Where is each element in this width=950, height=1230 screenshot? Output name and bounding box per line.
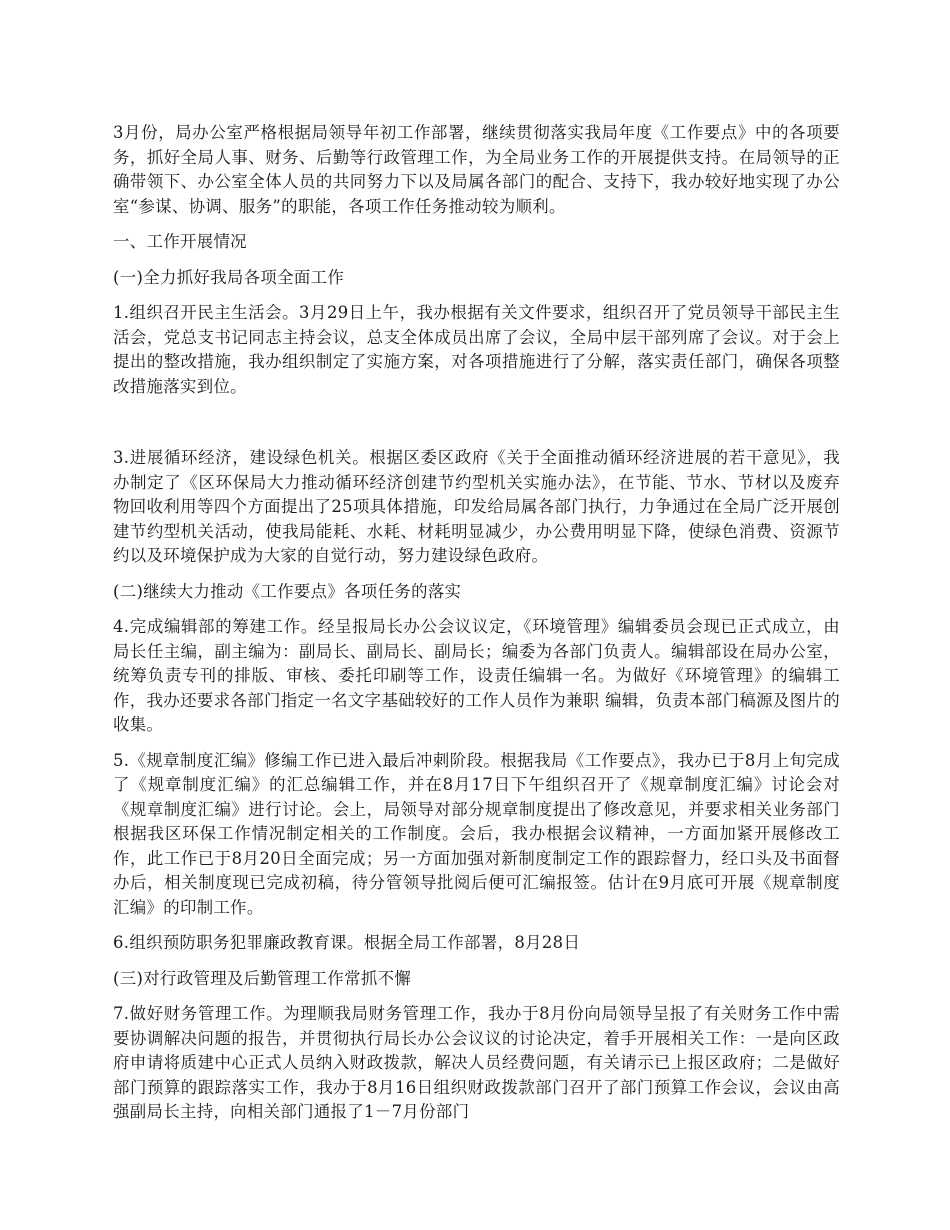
item-5-paragraph: 5.《规章制度汇编》修编工作已进入最后冲刺阶段。根据我局《工作要点》，我办已于8月上旬完成了《规章制度汇编》的汇总编辑工作，并在8月17日下午组织召开了《规章制度汇编》讨论会对《规章制度汇编》进行讨论。会上，局领导对部分规章制度提出了修改意见，并要求相关业务部门根据我区环保工作情况制定相关的工作制度。会后，我办根据会议精神，一方面加紧开展修改工作，此工作已于8月20日全面完成；另一方面加强对新制度制定工作的跟踪督力，经口头及书面督办后，相关制度现已完成初稿，待分管领导批阅后便可汇编报签。估计在9月底可开展《规章制度汇编》的印制工作。 bbox=[113, 750, 840, 917]
item-1-paragraph: 1.组织召开民主生活会。3月29日上午，我办根据有关文件要求，组织召开了党员领导干部民主生活会，党总支书记同志主持会议，总支全体成员出席了会议，全局中层干部列席了会议。对于会上提出的整改措施，我办组织制定了实施方案，对各项措施进行了分解，落实责任部门，确保各项整改措施落实到位。 bbox=[113, 303, 840, 396]
blank-gap bbox=[113, 410, 840, 446]
subsection-heading-2: (二)继续大力推动《工作要点》各项任务的落实 bbox=[113, 581, 462, 601]
item-6-paragraph: 6.组织预防职务犯罪廉政教育课。根据全局工作部署，8月28日 bbox=[113, 933, 581, 952]
document-page bbox=[113, 121, 840, 1136]
subsection-heading-3: (三)对行政管理及后勤管理工作常抓不懈 bbox=[113, 968, 412, 988]
subsection-heading-1: (一)全力抓好我局各项全面工作 bbox=[113, 267, 345, 287]
item-7-paragraph: 7.做好财务管理工作。为理顺我局财务管理工作，我办于8月份向局领导呈报了有关财务工作中需要协调解决问题的报告，并贯彻执行局长办公会议议的讨论决定，着手开展相关工作：一是向区政府申请将质建中心正式人员纳入财政拨款，解决人员经费问题，有关请示已上报区政府；二是做好部门预算的跟踪落实工作，我办于8月16日组织财政拨款部门召开了部门预算工作会议，会议由高强副局长主持，向相关部门通报了1－7月份部门 bbox=[113, 1004, 840, 1121]
item-4-paragraph: 4.完成编辑部的筹建工作。经呈报局长办公会议议定，《环境管理》编辑委员会现已正式成立，由局长任主编，副主编为：副局长、副局长、副局长；编委为各部门负责人。编辑部设在局办公室，统筹负责专刊的排版、审核、委托印刷等工作，设责任编辑一名。为做好《环境管理》的编辑工作，我办还要求各部门指定一名文字基础较好的工作人员作为兼职 编辑，负责本部门稿源及图片的收集。 bbox=[113, 617, 840, 734]
item-3-paragraph: 3.进展循环经济，建设绿色机关。根据区委区政府《关于全面推动循环经济进展的若干意见》，我办制定了《区环保局大力推动循环经济创建节约型机关实施办法》，在节能、节水、节材以及废弃物回收利用等四个方面提出了25项具体措施，印发给局属各部门执行，力争通过在全局广泛开展创建节约型机关活动，使我局能耗、水耗、材耗明显减少，办公费用明显下降，使绿色消费、资源节约以及环境保护成为大家的自觉行动，努力建设绿色政府。 bbox=[113, 448, 840, 565]
intro-paragraph: 3月份，局办公室严格根据局领导年初工作部署，继续贯彻落实我局年度《工作要点》中的各项要务，抓好全局人事、财务、后勤等行政管理工作，为全局业务工作的开展提供支持。在局领导的正确带领下、办公室全体人员的共同努力下以及局属各部门的配合、支持下，我办较好地实现了办公室“参谋、协调、服务”的职能，各项工作任务推动较为顺利。 bbox=[113, 123, 840, 216]
section-heading-work-status: 一、工作开展情况 bbox=[113, 232, 247, 251]
